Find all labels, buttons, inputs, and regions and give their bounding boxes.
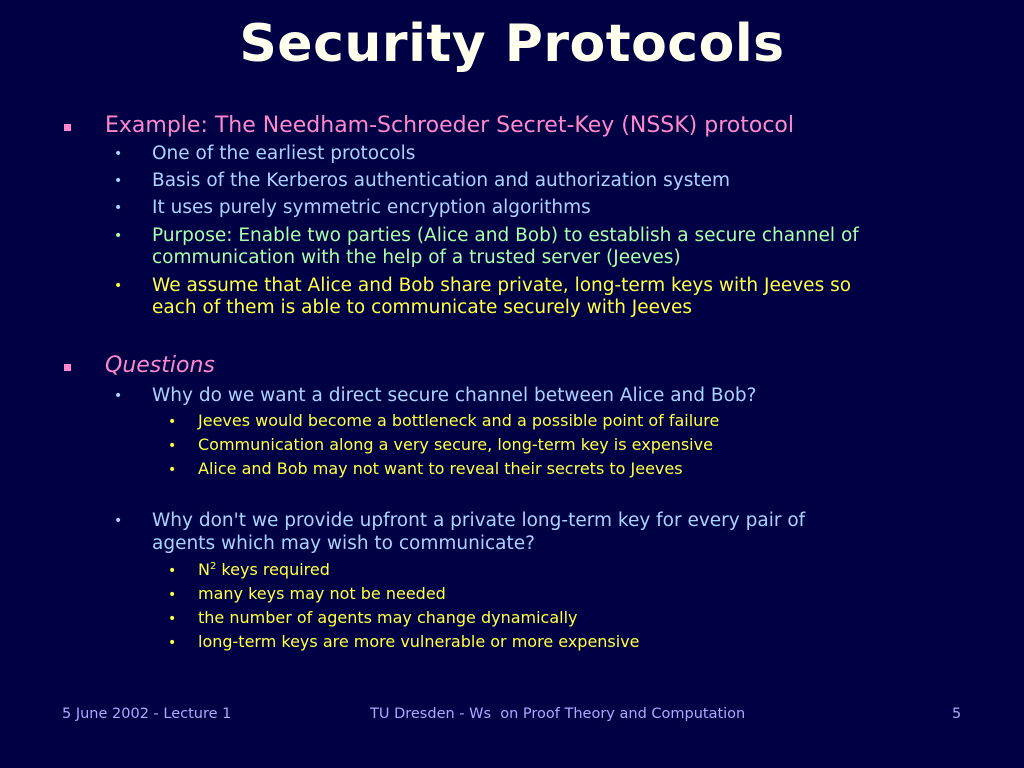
assumption-line-1: We assume that Alice and Bob share private, long-term keys with Jeeves so (152, 275, 852, 296)
dot-bullet-icon: • (114, 228, 123, 244)
answer-item (198, 560, 330, 579)
answer-item: many keys may not be needed (198, 584, 446, 603)
square-bullet-icon (64, 364, 71, 371)
answer-item: long-term keys are more vulnerable or more expensive (198, 632, 640, 651)
assumption-line-2: each of them is able to communicate securely with Jeeves (152, 297, 692, 318)
answer-text: keys required (216, 560, 330, 579)
footer-date: 5 June 2002 - Lecture 1 (62, 706, 232, 722)
answer-item: the number of agents may change dynamically (198, 608, 578, 627)
dot-bullet-icon: • (114, 146, 123, 162)
dot-bullet-icon: • (168, 587, 177, 603)
question-2-line-2: agents which may wish to communicate? (152, 533, 535, 554)
purpose-line-1: Purpose: Enable two parties (Alice and Bob) to establish a secure channel of (152, 225, 859, 246)
dot-bullet-icon: • (114, 278, 123, 294)
dot-bullet-icon: • (168, 611, 177, 627)
list-item: One of the earliest protocols (152, 143, 416, 164)
footer-course: TU Dresden - Ws on Proof Theory and Computation (370, 706, 746, 722)
question-2-line-1: Why don't we provide upfront a private long-term key for every pair of (152, 510, 806, 531)
list-item: Basis of the Kerberos authentication and authorization system (152, 170, 731, 191)
section-heading-questions: Questions (105, 353, 215, 378)
dot-bullet-icon: • (114, 513, 123, 529)
list-item: It uses purely symmetric encryption algorithms (152, 197, 591, 218)
answer-item: Alice and Bob may not want to reveal their secrets to Jeeves (198, 459, 683, 478)
answer-item: Jeeves would become a bottleneck and a possible point of failure (198, 411, 720, 430)
dot-bullet-icon: • (114, 200, 123, 216)
dot-bullet-icon: • (114, 173, 123, 189)
dot-bullet-icon: • (168, 438, 177, 454)
dot-bullet-icon: • (168, 563, 177, 579)
question-1: Why do we want a direct secure channel between Alice and Bob? (152, 385, 757, 406)
page-number: 5 (952, 706, 962, 722)
dot-bullet-icon: • (168, 414, 177, 430)
answer-item: Communication along a very secure, long-term key is expensive (198, 435, 713, 454)
dot-bullet-icon: • (168, 462, 177, 478)
section-heading-nssk: Example: The Needham-Schroeder Secret-Key (NSSK) protocol (105, 113, 794, 138)
n-symbol: N (198, 560, 210, 579)
n-exponent: 2 (209, 561, 217, 572)
dot-bullet-icon: • (114, 388, 123, 404)
slide-title: Security Protocols (239, 14, 785, 74)
square-bullet-icon (64, 124, 71, 131)
purpose-line-2: communication with the help of a trusted server (Jeeves) (152, 247, 681, 268)
dot-bullet-icon: • (168, 635, 177, 651)
